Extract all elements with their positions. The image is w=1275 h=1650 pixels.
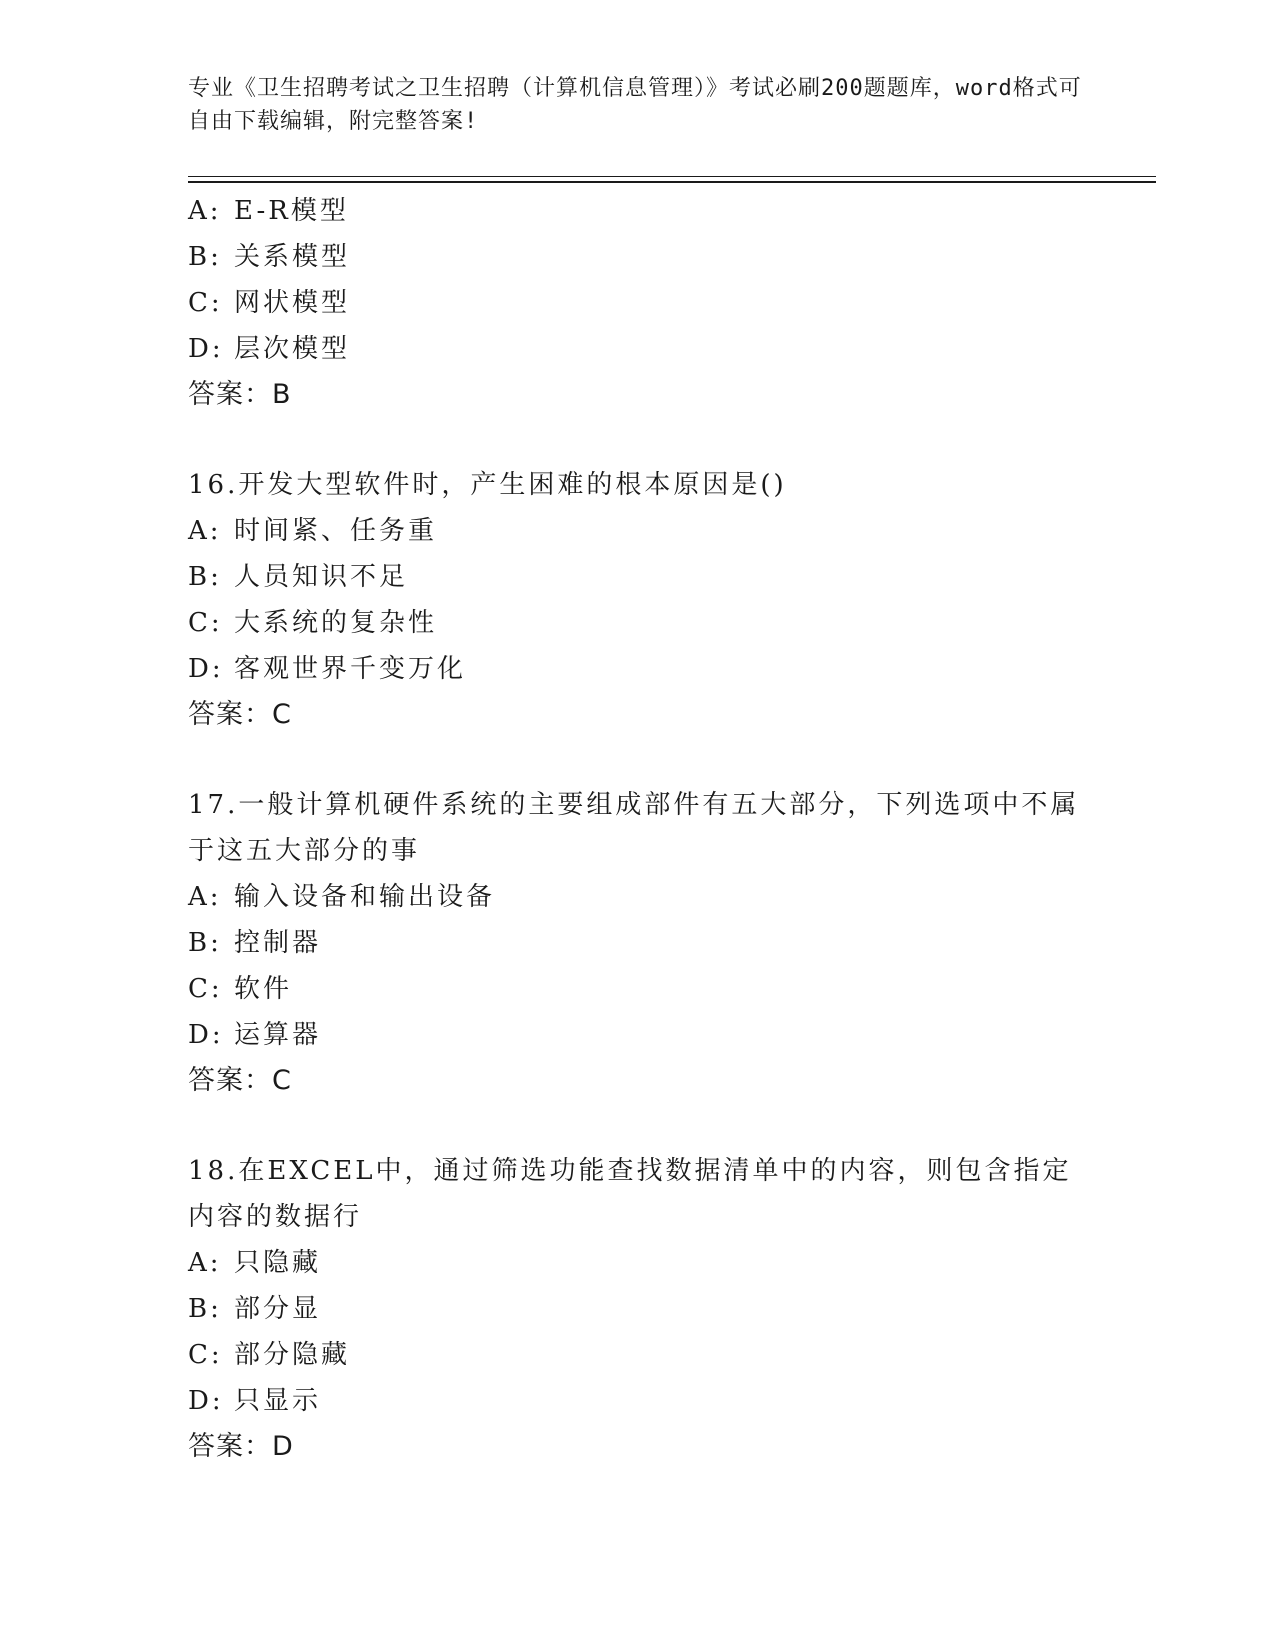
option-text: 部分显	[234, 1294, 322, 1324]
option-d	[188, 326, 1088, 372]
option-text: 时间紧、任务重	[234, 516, 438, 546]
option-text: 大系统的复杂性	[234, 608, 438, 638]
option-a	[188, 508, 1088, 554]
question-stem: 17.一般计算机硬件系统的主要组成部件有五大部分，下列选项中不属于这五大部分的事	[188, 790, 1080, 866]
question-stem: 18.在EXCEL中，通过筛选功能查找数据清单中的内容，则包含指定内容的数据行	[188, 1156, 1072, 1232]
option-label: C:	[188, 288, 223, 318]
option-label: A:	[188, 882, 222, 912]
option-text: 输入设备和输出设备	[234, 882, 496, 912]
option-label: D:	[188, 654, 224, 684]
header-divider-thin	[188, 176, 1156, 177]
option-label: C:	[188, 1340, 223, 1370]
option-text: 只隐藏	[234, 1248, 322, 1278]
document-header: 专业《卫生招聘考试之卫生招聘（计算机信息管理）》考试必刷200题题库，word格式可自由下载编辑，附完整答案!	[188, 76, 1082, 134]
question-stem: 16.开发大型软件时，产生困难的根本原因是()	[188, 470, 787, 500]
answer-line: 答案：D	[188, 1431, 294, 1462]
option-c	[188, 966, 1088, 1012]
option-label: B:	[188, 562, 222, 592]
previous-question-options	[188, 188, 1088, 418]
answer-line: 答案：C	[188, 699, 292, 730]
option-text: 软件	[234, 974, 293, 1004]
option-d	[188, 646, 1088, 692]
option-b	[188, 554, 1088, 600]
question-17	[188, 782, 1088, 1104]
header-divider-thick	[188, 181, 1156, 183]
option-a	[188, 188, 1088, 234]
option-label: A:	[188, 516, 222, 546]
option-b	[188, 234, 1088, 280]
option-text: 层次模型	[234, 334, 351, 364]
option-text: 控制器	[234, 928, 322, 958]
option-label: C:	[188, 974, 223, 1004]
option-text: 网状模型	[234, 288, 351, 318]
option-label: B:	[188, 928, 222, 958]
option-c	[188, 280, 1088, 326]
option-label: D:	[188, 1020, 224, 1050]
option-text: 人员知识不足	[234, 562, 409, 592]
option-a	[188, 874, 1088, 920]
option-label: A:	[188, 1248, 222, 1278]
option-label: C:	[188, 608, 223, 638]
answer-line: 答案：B	[188, 379, 292, 410]
question-18	[188, 1148, 1088, 1470]
question-16	[188, 462, 1088, 738]
option-d	[188, 1378, 1088, 1424]
option-label: B:	[188, 1294, 222, 1324]
option-text: 客观世界千变万化	[234, 654, 467, 684]
option-text: 只显示	[234, 1386, 322, 1416]
option-c	[188, 600, 1088, 646]
question-list	[188, 188, 1088, 1470]
option-label: D:	[188, 334, 224, 364]
option-b	[188, 920, 1088, 966]
option-b	[188, 1286, 1088, 1332]
answer-line: 答案：C	[188, 1065, 292, 1096]
option-label: A:	[188, 196, 222, 226]
option-a	[188, 1240, 1088, 1286]
option-text: E-R模型	[234, 196, 349, 226]
option-text: 运算器	[234, 1020, 322, 1050]
option-label: B:	[188, 242, 222, 272]
option-text: 部分隐藏	[234, 1340, 351, 1370]
option-d	[188, 1012, 1088, 1058]
option-c	[188, 1332, 1088, 1378]
option-text: 关系模型	[234, 242, 351, 272]
option-label: D:	[188, 1386, 224, 1416]
